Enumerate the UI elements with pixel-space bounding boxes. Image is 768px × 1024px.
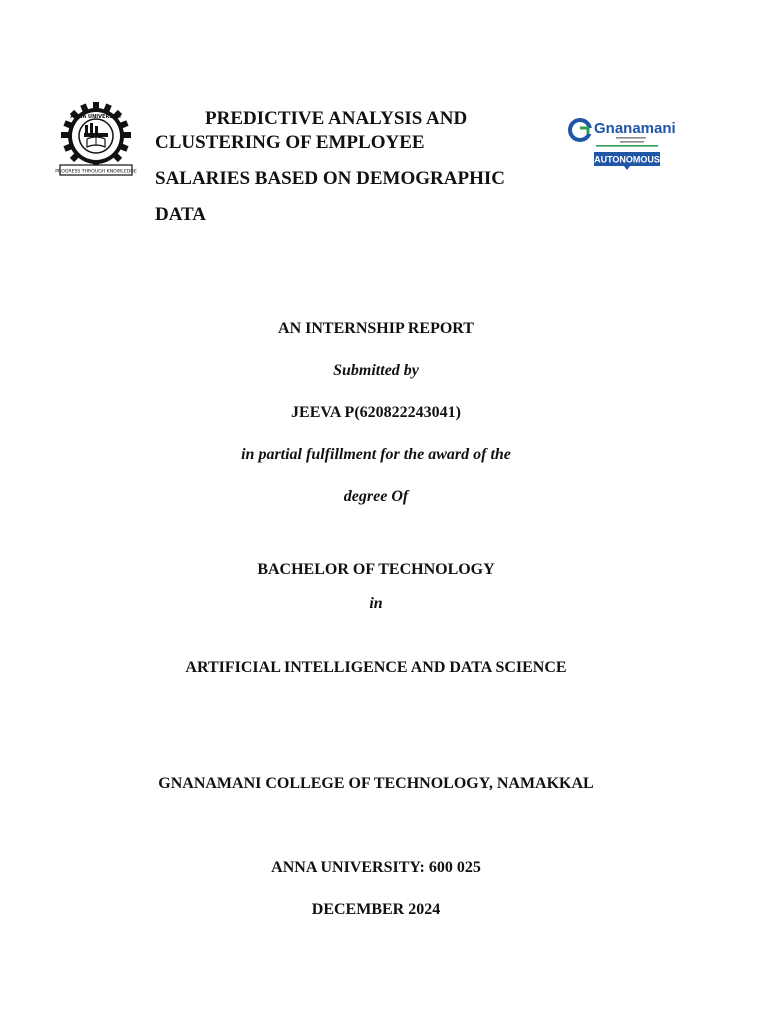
degree-name: BACHELOR OF TECHNOLOGY [257,561,495,578]
specialization: ARTIFICIAL INTELLIGENCE AND DATA SCIENCE [185,659,567,676]
submitted-by: Submitted by [333,362,419,379]
author-name: JEEVA P(620822243041) [291,404,461,421]
title-line-4: DATA [155,204,207,225]
svg-text:ANNA UNIVERSITY: ANNA UNIVERSITY [70,114,122,120]
svg-text:Gnanamani: Gnanamani [594,120,676,137]
in-word: in [369,595,383,612]
degree-of-text: degree Of [343,488,409,505]
university-name: ANNA UNIVERSITY: 600 025 [271,859,481,876]
report-type: AN INTERNSHIP REPORT [278,320,474,337]
title-line-3: SALARIES BASED ON DEMOGRAPHIC [155,168,505,189]
svg-text:PROGRESS THROUGH KNOWLEDGE: PROGRESS THROUGH KNOWLEDGE [55,169,137,175]
anna-university-seal [55,101,137,177]
fulfillment-text: in partial fulfillment for the award of the [241,446,511,463]
gnanamani-logo [568,115,676,177]
college-name: GNANAMANI COLLEGE OF TECHNOLOGY, NAMAKKAL [158,775,594,792]
title-line-1: PREDICTIVE ANALYSIS AND [205,108,468,129]
report-date: DECEMBER 2024 [311,901,441,918]
title-line-2: CLUSTERING OF EMPLOYEE [155,132,425,153]
svg-text:AUTONOMOUS: AUTONOMOUS [594,154,660,165]
